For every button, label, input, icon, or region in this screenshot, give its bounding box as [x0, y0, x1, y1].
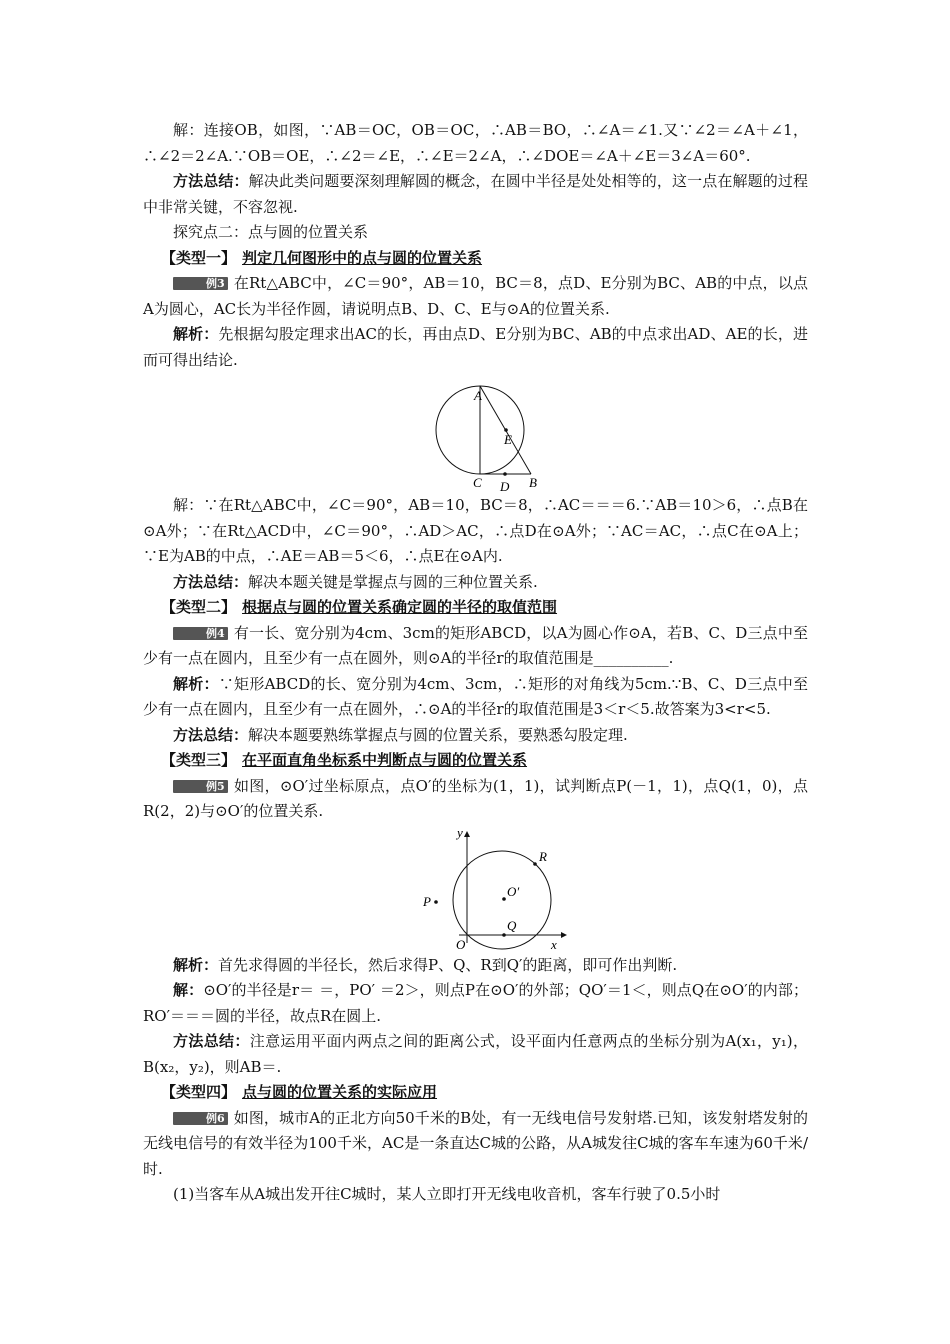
- triangle-circle-diagram: [143, 373, 808, 493]
- method-summary: [143, 1029, 808, 1080]
- type3-heading: [143, 748, 808, 774]
- type-title: 判定几何图形中的点与圆的位置关系: [242, 248, 483, 267]
- analysis-label: 解析：: [173, 325, 219, 343]
- summary-text: 解决本题关键是掌握点与圆的三种位置关系.: [248, 572, 538, 591]
- type-tag: 【类型二】: [161, 598, 237, 616]
- example-badge: 例4: [173, 627, 228, 640]
- type-tag: 【类型一】: [161, 248, 237, 267]
- figure-triangle-circle: [143, 373, 808, 493]
- label-B: B: [529, 475, 537, 490]
- summary-label: 方法总结：: [173, 172, 249, 190]
- point-P: [434, 900, 438, 904]
- label-C: C: [473, 475, 482, 490]
- example-text: 在Rt△ABC中，∠C＝90°，AB＝10，BC＝8，点D、E分别为BC、AB的中点，以点A为圆心，AC长为半径作圆，请说明点B、D、C、E与⊙A的位置关系.: [143, 274, 808, 318]
- summary-label: 方法总结：: [173, 725, 249, 744]
- point-Q: [502, 933, 506, 937]
- x-axis-arrow: [561, 932, 567, 938]
- label-D: D: [500, 479, 510, 493]
- type-tag: 【类型三】: [161, 751, 237, 769]
- circle-O-prime: [453, 848, 551, 949]
- label-Q: Q: [507, 917, 517, 933]
- question-1: (1)当客车从A城出发开往C城时，某人立即打开无线电收音机，客车行驶了0.5小时: [173, 1185, 721, 1203]
- method-summary: [143, 169, 808, 220]
- analysis-label: 解析：: [173, 955, 219, 974]
- point-O-prime: [502, 897, 506, 901]
- coordinate-circle-diagram: [143, 825, 808, 953]
- analysis-paragraph: [143, 953, 808, 979]
- example-4: [143, 621, 808, 672]
- analysis-paragraph: [143, 322, 808, 373]
- point-R: [533, 862, 537, 866]
- figure-coordinate-circle: [143, 825, 808, 953]
- label-y: y: [457, 824, 463, 840]
- type-title: 根据点与圆的位置关系确定圆的半径的取值范围: [242, 598, 558, 616]
- method-summary: [143, 570, 808, 596]
- y-axis-arrow: [464, 831, 470, 837]
- method-summary: [143, 723, 808, 749]
- label-P: P: [423, 893, 431, 909]
- analysis-text: ∵矩形ABCD的长、宽分别为4cm、3cm，∴矩形的对角线为5cm.∵B、C、D三点中至少有一点在圆内，且至少有一点在圆外，∴⊙A的半径r的取值范围是3＜r＜5.故答案为3<r<5.: [143, 674, 808, 718]
- section-heading: 探究点二：点与圆的位置关系: [173, 223, 369, 241]
- analysis-label: 解析：: [173, 674, 219, 693]
- solution-label: 解：: [173, 981, 204, 999]
- solution-paragraph: 解：连接OB，如图，∵AB＝OC，OB＝OC，∴AB＝BO，∴∠A＝∠1.又∵∠2＝∠A＋∠1，∴∠2＝2∠A.∵OB＝OE，∴∠2＝∠E，∴∠E＝2∠A，∴∠DOE＝∠A＋∠E＝3∠A＝60°.: [143, 121, 808, 165]
- example-badge: 例6: [173, 1112, 228, 1125]
- example-5: [143, 774, 808, 825]
- example-badge: 例3: [173, 277, 228, 290]
- analysis-text: 首先求得圆的半径长，然后求得P、Q、R到Q′的距离，即可作出判断.: [218, 955, 678, 974]
- page-content: [143, 118, 808, 1208]
- label-R: R: [539, 848, 547, 864]
- label-E: E: [504, 432, 512, 447]
- example-text: 如图，城市A的正北方向50千米的B处，有一无线电信号发射塔.已知，该发射塔发射的无线电信号的有效半径为100千米，AC是一条直达C城的公路，从A城发往C城的客车车速为60千米/时.: [143, 1108, 808, 1178]
- type1-heading: [143, 246, 808, 272]
- point-D: [503, 472, 507, 476]
- label-x: x: [551, 936, 557, 952]
- label-A: A: [474, 388, 482, 403]
- summary-text: 解决本题要熟练掌握点与圆的位置关系，要熟悉勾股定理.: [248, 725, 628, 744]
- type-tag: 【类型四】: [161, 1083, 237, 1101]
- summary-label: 方法总结：: [173, 1032, 250, 1050]
- example-5-solution: [143, 978, 808, 1029]
- solution-text: ⊙O′的半径是r＝ ＝，PO′ ＝2＞，则点P在⊙O′的外部；QO′＝1＜，则点Q在⊙O′的内部；RO′＝＝＝圆的半径，故点R在圆上.: [143, 981, 808, 1025]
- example-6: [143, 1106, 808, 1183]
- type-title: 在平面直角坐标系中判断点与圆的位置关系: [242, 751, 528, 769]
- label-O: O: [456, 936, 466, 952]
- type2-heading: [143, 595, 808, 621]
- analysis-text: 先根据勾股定理求出AC的长，再由点D、E分别为BC、AB的中点求出AD、AE的长，进而可得出结论.: [143, 325, 808, 369]
- analysis-paragraph: [143, 672, 808, 723]
- example-badge: 例5: [173, 780, 228, 793]
- type-title: 点与圆的位置关系的实际应用: [242, 1083, 438, 1101]
- example-text: 有一长、宽分别为4cm、3cm的矩形ABCD，以A为圆心作⊙A，若B、C、D三点中至少有一点在圆内，且至少有一点在圆外，则⊙A的半径r的取值范围是__________.: [143, 623, 808, 667]
- example-text: 如图，⊙O′过坐标原点，点O′的坐标为(1，1)，试判断点P(－1，1)，点Q(1，0)，点R(2，2)与⊙O′的位置关系.: [143, 776, 808, 820]
- example-3-solution: 解：∵在Rt△ABC中，∠C＝90°，AB＝10，BC＝8，∴AC＝＝＝6.∵AB＝10＞6，∴点B在⊙A外；∵在Rt△ACD中，∠C＝90°，∴AD＞AC，∴点D在⊙A外；∵AC＝AC，∴点C在⊙A上；∵E为AB的中点，∴AE＝AB＝5＜6，∴点E在⊙A内.: [143, 496, 808, 565]
- summary-label: 方法总结：: [173, 572, 249, 591]
- label-O-prime: O′: [507, 883, 520, 899]
- type4-heading: [143, 1080, 808, 1106]
- example-3: [143, 271, 808, 322]
- summary-text: 注意运用平面内两点之间的距离公式，设平面内任意两点的坐标分别为A(x₁，y₁)，B(x₂，y₂)，则AB＝.: [143, 1032, 808, 1076]
- summary-text: 解决此类问题要深刻理解圆的概念，在圆中半径是处处相等的，这一点在解题的过程中非常关键，不容忽视.: [143, 172, 808, 216]
